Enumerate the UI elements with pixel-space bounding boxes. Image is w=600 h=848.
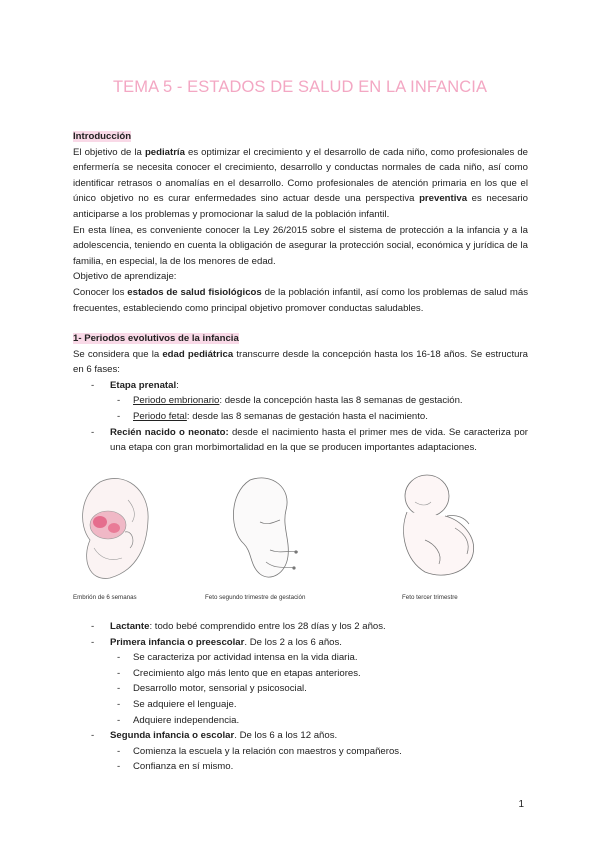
figure-caption-second-trimester: Feto segundo trimestre de gestación (205, 594, 306, 601)
list-item: - Recién nacido o neonato: desde el nacimiento hasta el primer mes de vida. Se caracteriza por una etapa con gran morbimortalidad en la que se producen importantes adaptaciones. (91, 426, 528, 454)
embryo-illustration (70, 470, 170, 590)
list-item: - Desarrollo motor, sensorial y psicosocial. (117, 683, 307, 695)
section-1-paragraph: Se considera que la edad pediátrica transcurre desde la concepción hasta los 16-18 años. Se estructura en 6 fases: (73, 348, 528, 376)
page-number: 1 (518, 799, 524, 810)
intro-heading: Introducción (73, 131, 132, 142)
fetus-third-trimester-illustration (385, 468, 495, 588)
section-1-heading: 1- Periodos evolutivos de la infancia (73, 333, 239, 344)
page-title: TEMA 5 - ESTADOS DE SALUD EN LA INFANCIA (112, 78, 488, 96)
list-item: - Periodo fetal: desde las 8 semanas de gestación hasta el nacimiento. (117, 410, 428, 422)
figure-caption-embryo: Embrión de 6 semanas (73, 594, 137, 601)
section-1-continued (73, 619, 528, 775)
list-item: - Confianza en sí mismo. (117, 761, 234, 773)
list-item: - Primera infancia o preescolar. De los 2 a los 6 años. (91, 636, 342, 648)
list-item: - Periodo embrionario: desde la concepción hasta las 8 semanas de gestación. (117, 395, 463, 407)
figure-caption-third-trimester: Feto tercer trimestre (402, 594, 458, 601)
list-item: - Lactante: todo bebé comprendido entre los 28 días y los 2 años. (91, 621, 386, 632)
list-item: - Crecimiento algo más lento que en etapas anteriores. (117, 667, 361, 679)
list-item: - Segunda infancia o escolar. De los 6 a los 12 años. (91, 730, 338, 742)
intro-section (73, 129, 528, 316)
intro-paragraph-4: Conocer los estados de salud fisiológicos de la población infantil, así como los problemas de salud más frecuentes, estableciendo como principal objetivo promover conductas saludables. (73, 286, 529, 314)
list-item: - Comienza la escuela y la relación con maestros y compañeros. (117, 745, 402, 757)
list-item: - Adquiere independencia. (117, 714, 240, 726)
intro-paragraph-1: El objetivo de la pediatría es optimizar el crecimiento y el desarrollo de cada niño, como profesionales de enfermería se necesita conocer el crecimiento, desarrollo y conductas normales de cada niño, así como identificar retrasos o anomalías en el desarrollo. Como profesionales de atención primaria en los que el único objetivo no es curar enfermedades sino actuar desde una perspectiva preventiva es necesario anticiparse a los problemas y promocionar la salud de la población infantil. (73, 146, 528, 220)
list-item: - Etapa prenatal: (91, 379, 179, 391)
list-item: - Se adquiere el lenguaje. (117, 698, 237, 710)
section-1 (73, 331, 528, 456)
list-item: - Se caracteriza por actividad intensa en la vida diaria. (117, 652, 358, 664)
intro-paragraph-2: En esta línea, es conveniente conocer la Ley 26/2015 sobre el sistema de protección a la infancia y a la adolescencia, teniendo en cuenta la obligación de asegurar la protección social, económica y jurídica de la familia, en especial, la de los menores de edad. (73, 224, 528, 267)
intro-paragraph-3: Objetivo de aprendizaje: (73, 271, 177, 283)
fetus-second-trimester-illustration (210, 470, 330, 590)
